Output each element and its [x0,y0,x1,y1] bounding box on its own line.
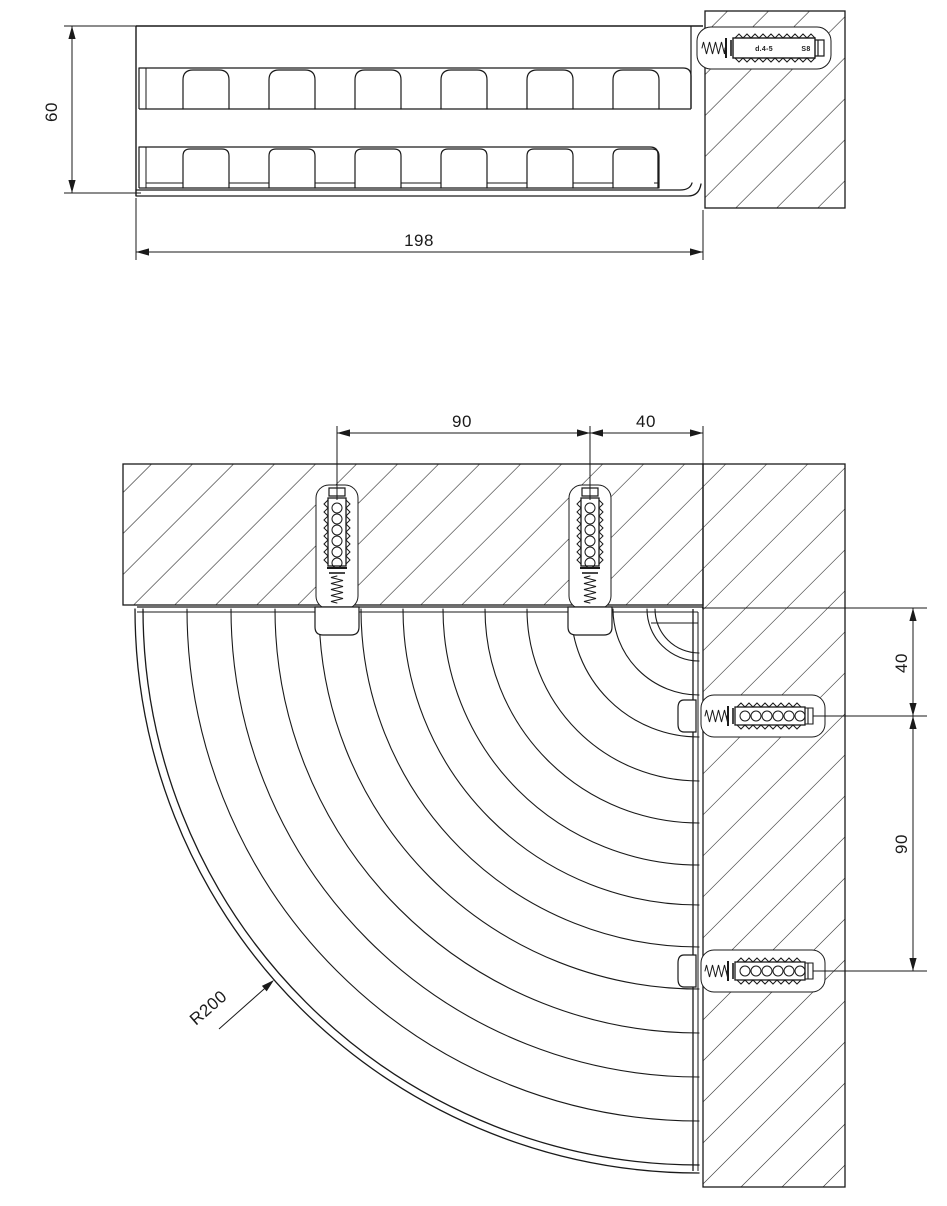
plan-top-anchor [316,485,358,609]
plan-top-anchor [569,485,611,609]
plan-top-anchor-tab [568,607,612,635]
plan-shelf [135,607,703,1173]
plan-top-spacing-dim-label: 90 [452,412,472,431]
front-width-dim-label: 198 [404,231,434,250]
front-height-dim-label: 60 [42,102,61,122]
plan-top-offset-dim-label: 40 [636,412,656,431]
radius-dim-label: R200 [186,986,231,1030]
plan-top-anchor-tab [315,607,359,635]
plan-right-anchor [678,950,825,992]
plan-right-offset-dim-label: 40 [892,653,911,673]
anchor-marking-type: S8 [801,46,811,53]
front-shelf [136,26,703,196]
plan-wall-sections [123,464,845,1187]
plan-right-spacing-dim-label: 90 [892,834,911,854]
front-dimensions [64,26,703,260]
plan-right-anchor [678,695,825,737]
anchor-marking-size: d.4-5 [755,46,773,53]
